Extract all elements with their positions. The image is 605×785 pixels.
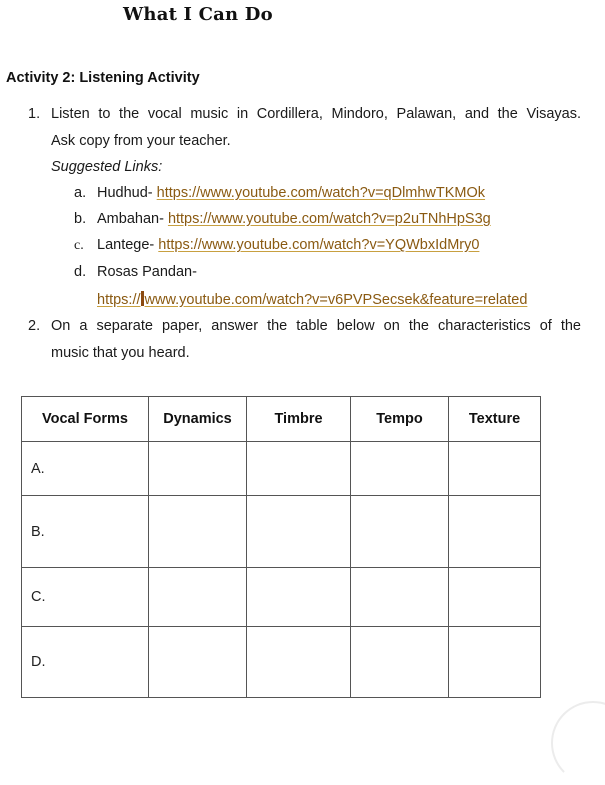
link-item-hudhud [74,185,485,201]
hudhud-link[interactable]: https://www.youtube.com/watch?v=qDlmhwTKMOk [156,185,486,201]
header-texture: Texture [449,397,541,442]
page-curl-decoration [551,701,605,785]
table-cell[interactable] [351,568,449,627]
link-name: Ambahan- [97,211,164,227]
link-prefix: https:// [97,292,141,308]
page-title: What I Can Do [123,4,273,25]
ambahan-link[interactable]: https://www.youtube.com/watch?v=p2uTNhHpS3g [167,211,491,227]
activity-heading: Activity 2: Listening Activity [6,70,200,86]
link-letter: a. [74,185,87,201]
header-timbre: Timbre [247,397,351,442]
table-cell[interactable] [149,627,247,698]
rosas-pandan-link[interactable] [97,292,527,308]
table-cell[interactable] [351,442,449,496]
link-item-rosas-pandan [74,264,197,280]
header-vocal-forms: Vocal Forms [22,397,149,442]
item-1-number: 1. [28,106,41,122]
rosas-pandan-link-line [97,291,527,308]
header-tempo: Tempo [351,397,449,442]
link-letter: c. [74,238,84,253]
table-cell[interactable] [149,442,247,496]
row-label: D. [22,627,149,698]
table-cell[interactable] [247,568,351,627]
link-letter: b. [74,211,87,227]
header-dynamics: Dynamics [149,397,247,442]
table-cell[interactable] [149,496,247,568]
link-name: Lantege- [97,237,155,253]
item-1-text-line1: Listen to the vocal music in Cordillera, Mindoro, Palawan, and the Visayas. [51,106,581,122]
table-cell[interactable] [449,627,541,698]
table-row [22,568,541,627]
table-cell[interactable] [449,442,541,496]
table-header-row [22,397,541,442]
suggested-links-label: Suggested Links: [51,159,163,175]
link-item-lantege [74,237,479,254]
item-2-text-line1: On a separate paper, answer the table below on the characteristics of the [51,318,581,334]
item-1-text-line2: Ask copy from your teacher. [51,133,231,149]
lantege-link[interactable]: https://www.youtube.com/watch?v=YQWbxIdMry0 [158,237,480,253]
text-cursor [141,291,144,306]
row-label: A. [22,442,149,496]
table-cell[interactable] [351,627,449,698]
table-cell[interactable] [149,568,247,627]
table-cell[interactable] [247,442,351,496]
row-label: C. [22,568,149,627]
link-rest: www.youtube.com/watch?v=v6PVPSecsek&feature=related [144,292,528,308]
table-row [22,442,541,496]
link-name: Rosas Pandan- [97,264,197,280]
table-cell[interactable] [351,496,449,568]
link-letter: d. [74,264,87,280]
table-row [22,496,541,568]
item-2-number: 2. [28,318,41,334]
table-cell[interactable] [449,496,541,568]
characteristics-table [21,396,541,698]
link-name: Hudhud- [97,185,153,201]
row-label: B. [22,496,149,568]
table-cell[interactable] [247,496,351,568]
item-2-text-line2: music that you heard. [51,345,190,361]
table-cell[interactable] [247,627,351,698]
table-row [22,627,541,698]
link-item-ambahan [74,211,491,227]
table-cell[interactable] [449,568,541,627]
